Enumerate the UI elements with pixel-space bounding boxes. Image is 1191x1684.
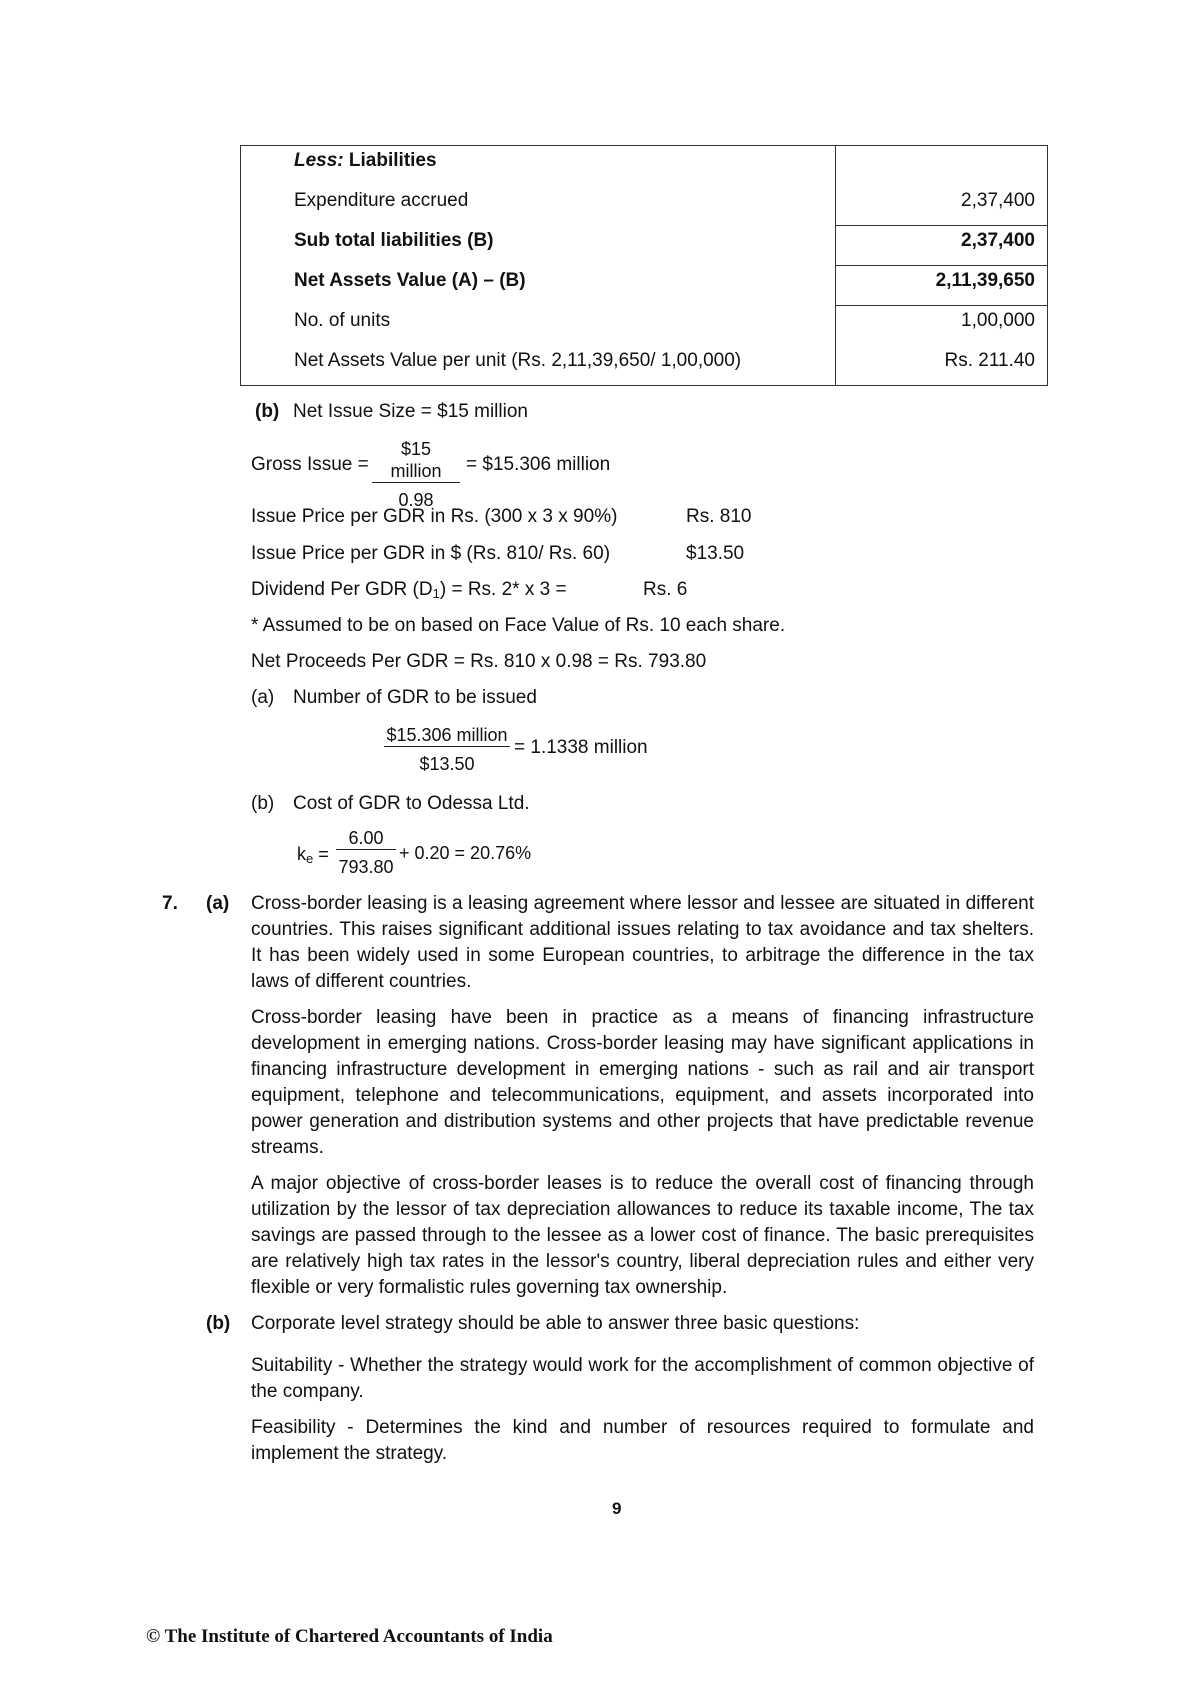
fraction-denominator: 0.98 <box>398 490 434 510</box>
dividend-value: Rs. 6 <box>643 579 688 600</box>
fraction-denominator: 793.80 <box>338 857 394 877</box>
paragraph: Cross-border leasing have been in practice as a means of financing infrastructure development in emerging nations. Cross-border leasing may have significant applications in financing infrastructure development in emerging nations - such as rail and air transport equipment, telephone and telecommunications, equipment, and assets incorporated into power generation and distribution systems and other projects that have predictable revenue streams. <box>251 1007 1034 1158</box>
cost-result: + 0.20 = 20.76% <box>399 843 532 863</box>
gross-issue-fraction <box>372 438 460 511</box>
paragraph: A major objective of cross-border leases is to reduce the overall cost of financing through utilization by the lessor of tax depreciation allowances to reduce its taxable income, The tax savings are passed through to the lessee as a lower cost of finance. The basic prerequisites are relatively high tax rates in the lessor's country, liberal depreciation rules and either very flexible or very formalistic rules governing tax ownership. <box>251 1173 1034 1298</box>
q7-b-marker: (b) <box>206 1313 231 1334</box>
assumption-note: * Assumed to be on based on Face Value of Rs. 10 each share. <box>251 615 786 636</box>
sub-b-marker: (b) <box>251 793 275 814</box>
q7-a-marker: (a) <box>206 893 230 914</box>
row-label-units: No. of units <box>294 310 391 331</box>
fraction-numerator: 6.00 <box>336 827 396 850</box>
part-b-marker: (b) <box>255 401 280 422</box>
footer-copyright: © The Institute of Chartered Accountants of India <box>146 1626 553 1647</box>
liabilities-table <box>240 145 1048 386</box>
sub-b-text: Cost of GDR to Odessa Ltd. <box>293 793 530 814</box>
issue-price-rs-value: Rs. 810 <box>686 506 752 527</box>
row-value-subtotal: 2,37,400 <box>961 230 1035 251</box>
page-number: 9 <box>612 1499 622 1518</box>
issue-price-rs-label: Issue Price per GDR in Rs. (300 x 3 x 90%) <box>251 506 618 527</box>
row-label-expenditure: Expenditure accrued <box>294 190 469 211</box>
row-value-nav-per-unit: Rs. 211.40 <box>944 350 1035 371</box>
row-divider <box>835 225 1047 226</box>
table-header: Less: Liabilities <box>294 150 437 171</box>
row-divider <box>835 305 1047 306</box>
paragraph: Corporate level strategy should be able to answer three basic questions: <box>251 1313 860 1334</box>
row-value-nav: 2,11,39,650 <box>935 270 1035 291</box>
row-label-nav-per-unit: Net Assets Value per unit (Rs. 2,11,39,650/ 1,00,000) <box>294 350 742 371</box>
gdr-count-result: = 1.1338 million <box>514 737 648 758</box>
sub-a-marker: (a) <box>251 687 275 708</box>
issue-price-usd-label: Issue Price per GDR in $ (Rs. 810/ Rs. 60) <box>251 543 611 564</box>
paragraph: Suitability - Whether the strategy would work for the accomplishment of common objective of the company. <box>251 1355 1034 1402</box>
net-issue-size: Net Issue Size = $15 million <box>293 401 528 422</box>
fraction-numerator: $15 million <box>372 438 460 483</box>
gdr-count-fraction <box>384 724 510 775</box>
paragraph: Cross-border leasing is a leasing agreement where lessor and lessee are situated in different countries. This raises significant additional issues relating to tax avoidance and tax shelters. It has been widely used in some European countries, to arbitrage the difference in the tax laws of different countries. <box>251 893 1034 992</box>
fraction-denominator: $13.50 <box>419 754 475 774</box>
dividend-label: Dividend Per GDR $(D_1) = Rs$. 2* x 3 = <box>251 579 567 601</box>
gross-issue-label: Gross Issue = <box>251 454 369 475</box>
row-value-units: 1,00,000 <box>961 310 1035 331</box>
row-label-subtotal: Sub total liabilities (B) <box>294 230 494 251</box>
row-value-expenditure: 2,37,400 <box>961 190 1035 211</box>
cost-fraction <box>336 827 396 878</box>
paragraph: Feasibility - Determines the kind and number of resources required to formulate and implement the strategy. <box>251 1417 1034 1464</box>
issue-price-usd-value: $13.50 <box>686 543 745 564</box>
cost-formula-ke: $k_e$ = <box>297 844 329 866</box>
gross-issue-result: = $15.306 million <box>466 454 611 475</box>
row-divider <box>835 265 1047 266</box>
sub-a-text: Number of GDR to be issued <box>293 687 537 708</box>
fraction-numerator: $15.306 million <box>384 724 510 747</box>
question-number: 7. <box>162 893 178 914</box>
net-proceeds: Net Proceeds Per GDR = Rs. 810 x 0.98 = Rs. 793.80 <box>251 651 707 672</box>
row-label-nav: Net Assets Value (A) – (B) <box>294 270 526 291</box>
